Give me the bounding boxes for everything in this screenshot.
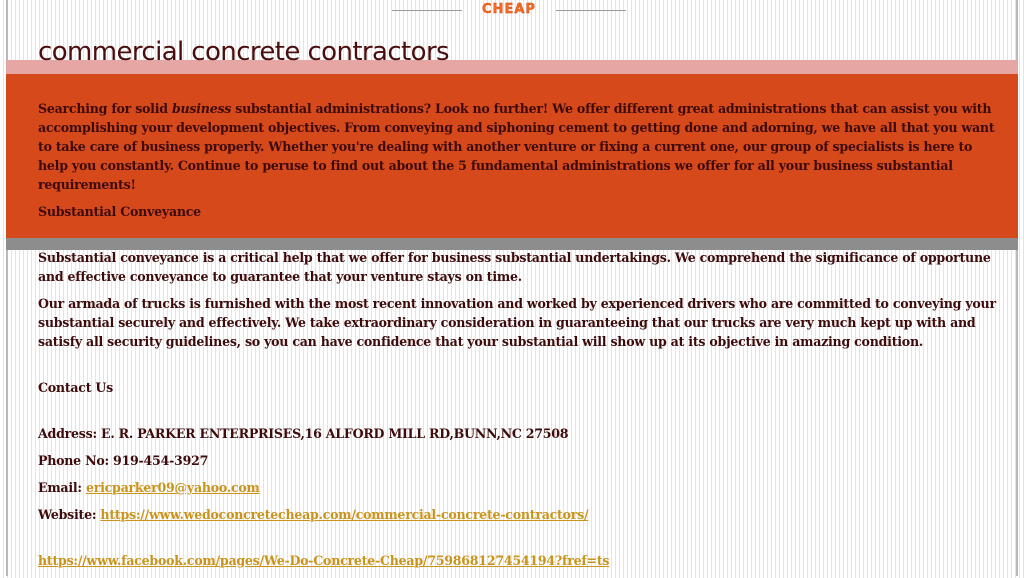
spacer xyxy=(38,532,998,551)
section-heading: Substantial Conveyance xyxy=(38,204,201,219)
logo-rule-left xyxy=(392,10,462,11)
email-line xyxy=(38,478,998,497)
facebook-line xyxy=(38,551,998,570)
spacer xyxy=(38,359,998,378)
spacer xyxy=(38,229,998,248)
email-link[interactable]: ericparker09@yahoo.com xyxy=(85,480,260,495)
intro-text-end: substantial administrations? Look no further! We offer different great administrations that can assist you with accomplishing your development objectives. From conveying and siphoning cement to getting done and adorning, we have all that you want to take care of business properly. Whether you're dealing with another venture or fixing a current one, our group of specialists is here to help you constantly. Continue to peruse to find out about the 5 fundamental administrations we offer for all your business substantial requirements! xyxy=(38,101,995,192)
address-line: Address: E. R. PARKER ENTERPRISES,16 ALFORD MILL RD,BUNN,NC 27508 xyxy=(38,426,569,441)
intro-paragraph xyxy=(38,99,998,194)
logo xyxy=(392,0,626,20)
conveyance-paragraph: Substantial conveyance is a critical help that we offer for business substantial undertakings. We comprehend the significance of opportune and effective conveyance to guarantee that your venture stays on time. xyxy=(38,250,991,284)
logo-rule-right xyxy=(556,10,626,11)
website-link[interactable]: https://www.wedoconcretecheap.com/commercial-concrete-contractors/ xyxy=(100,507,589,522)
page-title: commercial concrete contractors xyxy=(38,37,449,67)
intro-text-start: Searching for solid xyxy=(38,101,172,116)
email-label: Email: xyxy=(38,480,86,495)
facebook-link[interactable]: https://www.facebook.com/pages/We-Do-Concrete-Cheap/759868127454194?fref=ts xyxy=(38,553,610,568)
phone-line: Phone No: 919-454-3927 xyxy=(38,453,209,468)
contact-heading: Contact Us xyxy=(38,380,113,395)
website-label: Website: xyxy=(38,507,101,522)
article-body xyxy=(38,99,998,578)
logo-text: CHEAP xyxy=(482,2,536,17)
fleet-paragraph: Our armada of trucks is furnished with the most recent innovation and worked by experienced drivers who are committed to conveying your substantial securely and effectively. We take extraordinary consideration in guaranteeing that our trucks are very much kept up with and satisfy all security guidelines, so you can have confidence that your substantial will show up at its objective in amazing condition. xyxy=(38,296,996,349)
intro-emphasis: business xyxy=(171,101,232,116)
spacer xyxy=(38,405,998,424)
website-line xyxy=(38,505,998,524)
